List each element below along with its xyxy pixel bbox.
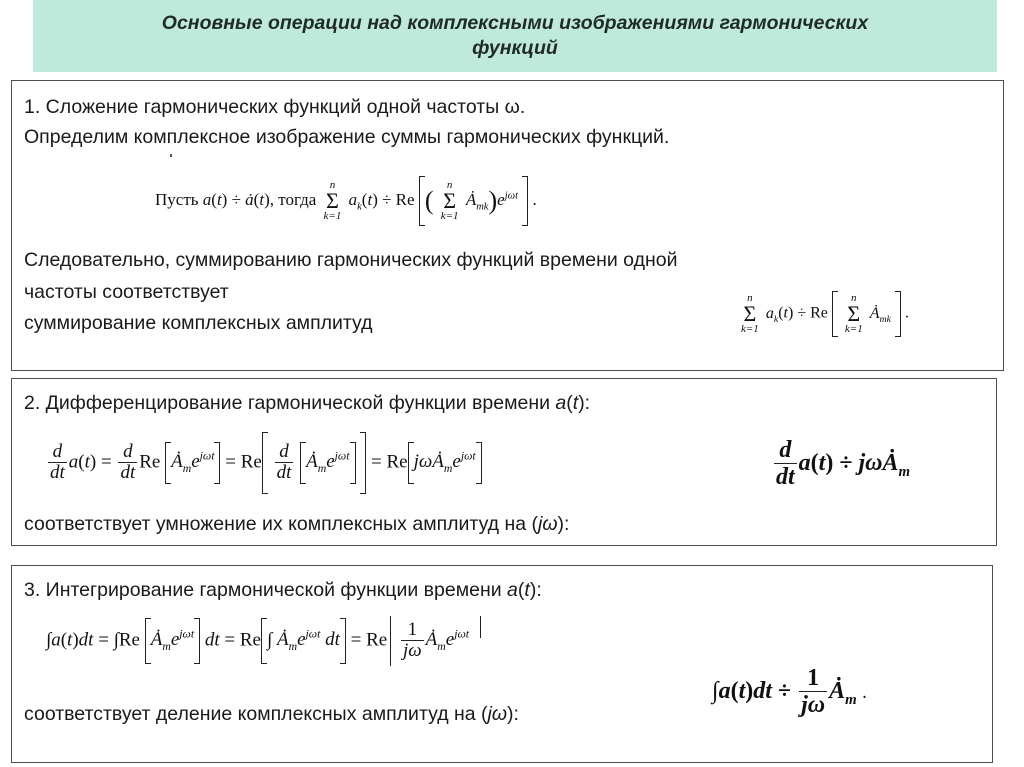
stray-mark: [170, 154, 172, 157]
section2-result-suffix: ):: [557, 513, 570, 535]
section3-result: [24, 702, 519, 726]
section2-heading-arg: t: [572, 392, 579, 414]
section2-result-var: jω: [538, 513, 558, 535]
section3-heading-var: a: [507, 579, 518, 601]
formula-sum-correspondence: n Σ k=1 $a_k(t) \div Re$ n Σ k=1 $Ȧ_{mk}$ .: [741, 292, 910, 335]
section3-heading-text: 3. Интегрирование гармонической функции времени: [24, 579, 508, 601]
formula-differentiation-correspondence: $\frac{d}{dt}$ a(t) ÷ jωȦ$_m$: [776, 437, 911, 491]
section1-result-line2: частоты соответствует: [24, 281, 229, 303]
formula-sum-definition: Пусть a(t) ÷ ȧ(t), тогда n Σ k=1 $a_k(t) \div Re$ ( n Σ k=1 $Ȧ_{mk})e^{j\omega t}$ .: [155, 176, 537, 226]
section1-subheading: Определим комплексное изображение суммы гармонических функций.: [24, 126, 670, 148]
slide-title: [33, 0, 997, 72]
section1-heading: 1. Сложение гармонических функций одной частоты ω.: [24, 96, 526, 118]
section2-heading: 2. Дифференцирование гармонической функции времени a(t):: [24, 392, 591, 414]
formula-let-label: Пусть: [155, 189, 199, 209]
section3-result-suffix: ):: [507, 703, 519, 725]
section2-heading-text: 2. Дифференцирование гармонической функции времени: [24, 392, 556, 414]
formula-differentiation-derivation: $\frac{d}{dt}$ a(t) = $\frac{d}{dt}$ Re $Ȧ_me^{j\omega t} = Re$ $\frac{d}{dt}$ $Ȧ_me^{j\omega t} = Re$ $j\omega Ȧ_me^{j\omega t}$: [46, 432, 482, 494]
section3-heading: 3. Интегрирование гармонической функции времени a(t):: [24, 579, 542, 601]
section2-result: [24, 512, 569, 536]
section1-result-line1: Следовательно, суммированию гармонических функций времени одной: [24, 249, 678, 271]
title-line-1: Основные операции над комплексными изображениями гармонических: [161, 12, 869, 34]
title-line-2: функций: [472, 37, 558, 59]
formula-then-label: , тогда: [269, 189, 317, 209]
formula-integration-correspondence: ∫a(t)dt ÷ $\frac{1}{j\omega}$ $Ȧ_m$ .: [712, 665, 867, 719]
section2-result-text: соответствует умножение их комплексных амплитуд на (: [24, 513, 538, 535]
section3-result-text: соответствует деление комплексных амплитуд на (: [24, 703, 488, 725]
section2-heading-var: a: [555, 392, 567, 414]
section3-heading-arg: t: [524, 579, 530, 601]
section1-result-line3: суммирование комплексных амплитуд: [24, 312, 373, 334]
formula-integration-derivation: ∫a(t)dt = ∫Re $Ȧ_me^{j\omega t}$ dt = Re ∫ $Ȧ_me^{j\omega t}$ dt = Re $\frac{1}{j\omega}$ $Ȧ_me^{j\omega t}$: [46, 616, 481, 666]
section3-result-var: jω: [487, 703, 508, 725]
